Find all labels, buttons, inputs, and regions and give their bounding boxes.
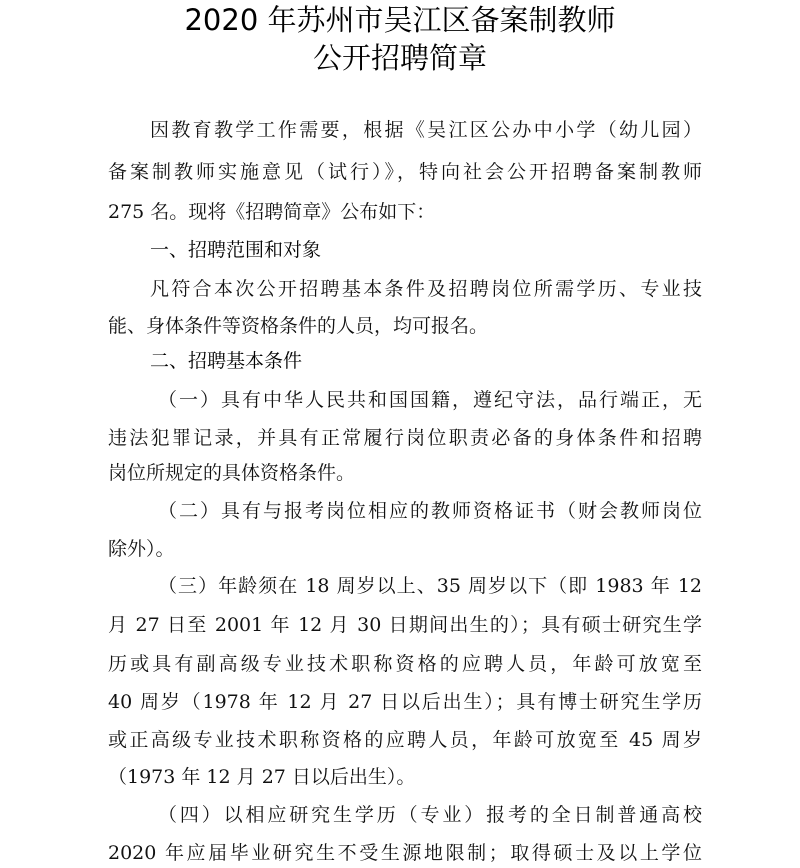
item-3-line-6: （1973 年 12 月 27 日以后出生）。 — [108, 766, 416, 788]
item-3-line-5: 或正高级专业技术职称资格的应聘人员，年龄可放宽至 45 周岁 — [108, 729, 702, 751]
section-1-line-2: 能、身体条件等资格条件的人员，均可报名。 — [108, 315, 489, 337]
item-2-line-1: （二）具有与报考岗位相应的教师资格证书（财会教师岗位 — [158, 500, 702, 522]
intro-line-1: 因教育教学工作需要，根据《吴江区公办中小学（幼儿园） — [150, 119, 702, 141]
document-title-line-1: 2020 年苏州市吴江区备案制教师 — [184, 3, 616, 37]
item-3-line-3: 历或具有副高级专业技术职称资格的应聘人员，年龄可放宽至 — [108, 653, 702, 675]
section-2-heading: 二、招聘基本条件 — [150, 350, 303, 372]
item-3-line-1: （三）年龄须在 18 周岁以上、35 周岁以下（即 1983 年 12 — [158, 575, 702, 597]
item-4-line-1: （四）以相应研究生学历（专业）报考的全日制普通高校 — [158, 804, 702, 826]
item-3-line-4: 40 周岁（1978 年 12 月 27 日以后出生）；具有博士研究生学历 — [108, 691, 702, 713]
section-1-line-1: 凡符合本次公开招聘基本条件及招聘岗位所需学历、专业技 — [150, 278, 702, 300]
section-1-heading: 一、招聘范围和对象 — [150, 239, 322, 261]
item-1-line-2: 违法犯罪记录，并具有正常履行岗位职责必备的身体条件和招聘 — [108, 427, 702, 449]
item-1-line-3: 岗位所规定的具体资格条件。 — [108, 462, 356, 484]
item-3-line-2: 月 27 日至 2001 年 12 月 30 日期间出生的）；具有硕士研究生学 — [108, 614, 702, 636]
item-2-line-2: 除外）。 — [108, 538, 175, 560]
item-4-line-2: 2020 年应届毕业研究生不受生源地限制；取得硕士及以上学位 — [108, 842, 702, 864]
item-1-line-1: （一）具有中华人民共和国国籍，遵纪守法，品行端正，无 — [158, 389, 702, 411]
intro-line-3: 275 名。现将《招聘简章》公布如下： — [108, 201, 436, 223]
intro-line-2: 备案制教师实施意见（试行）》，特向社会公开招聘备案制教师 — [108, 161, 702, 183]
document-title-line-2: 公开招聘简章 — [312, 41, 487, 75]
